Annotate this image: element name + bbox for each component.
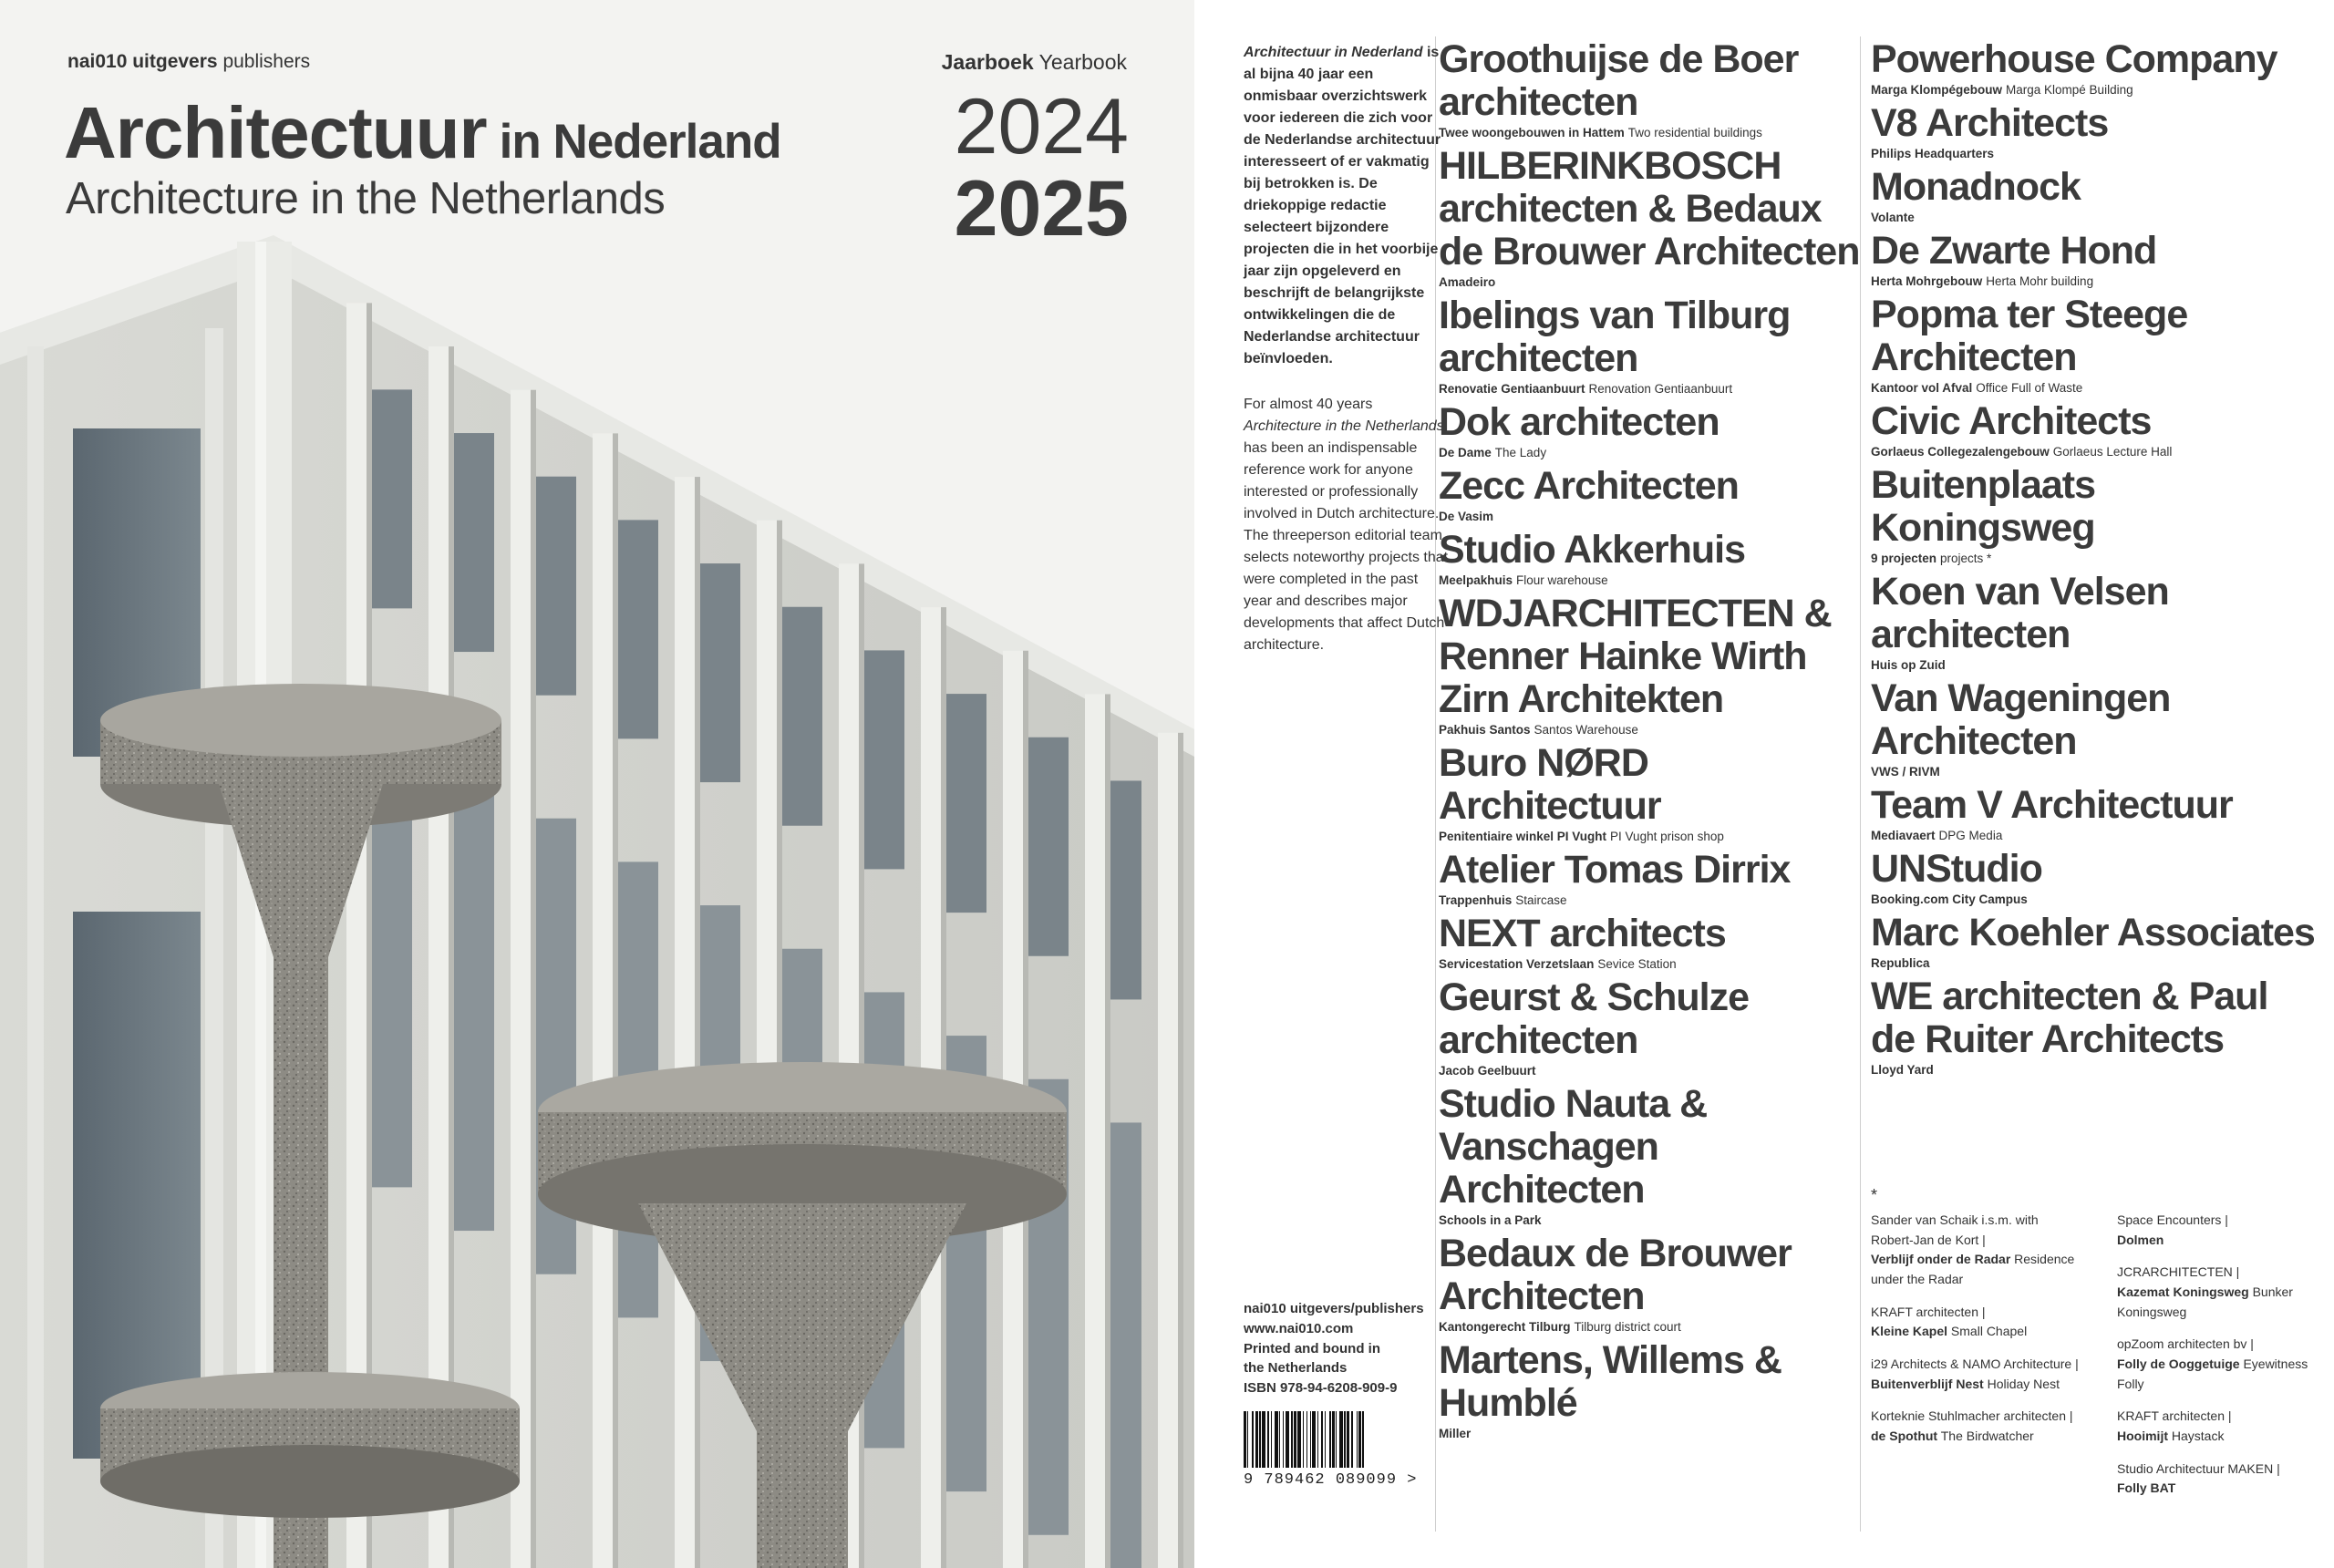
architect-name: Koen van Velsen architecten [1871,570,2169,656]
architect-name: WDJARCHITECTEN & Renner Hainke Wirth Zirn Architekten [1439,592,1832,721]
footnote-firm: opZoom architecten bv | [2117,1336,2254,1352]
architect-name: NEXT architects [1439,912,1726,955]
footnote-project-en: Holiday Nest [1983,1376,2060,1391]
project-title-nl: 9 projecten [1871,552,1937,565]
footnote-item [1871,1407,2081,1446]
window [1023,738,1069,956]
footnote-project [1871,1427,2081,1447]
project-title [1871,827,2318,845]
project-title [1871,656,2318,675]
project-title [1871,954,2318,973]
title-main: Architectuur [64,92,487,173]
footnote-item [2117,1211,2327,1250]
title-english: Architecture in the Netherlands [66,174,666,223]
project-title [1439,508,1867,526]
project-title-en: Marga Klompé Building [2006,83,2133,97]
project-title [1871,443,2318,461]
footnote-project-en: Small Chapel [1947,1324,2028,1339]
project-title-nl: Amadeiro [1439,275,1496,289]
footnote-project-en: Residence under the Radar [1871,1252,2075,1286]
footnote-project-nl: Kleine Kapel [1871,1324,1948,1339]
window [449,433,494,652]
project-title-en: Two residential buildings [1627,126,1762,139]
facade-fin [511,390,531,1568]
footnote-firm: KRAFT architecten | [2117,1408,2232,1424]
publisher-name: nai010 uitgevers [67,51,218,72]
yearbook-label [942,50,1127,75]
project-title [1439,380,1867,398]
fin-shadow [613,433,618,1568]
footnote-project [2117,1427,2327,1447]
architect-name: HILBERINKBOSCH architecten & Bedaux de Brouwer Architecten [1439,144,1860,273]
window [613,520,658,738]
project-title [1871,550,2318,568]
project-title-nl: Servicestation Verzetslaan [1439,957,1595,971]
project-title [1439,1425,1867,1443]
fin-shadow [1105,694,1110,1568]
barcode-bar [1364,1411,1367,1468]
footnote-item [2117,1407,2327,1446]
architect-name: De Zwarte Hond [1871,229,2157,273]
facade-fin [593,433,613,1568]
project-title-nl: Lloyd Yard [1871,1063,1934,1077]
facade-fin [1085,694,1105,1568]
architect-name: Team V Architectuur [1871,783,2233,827]
project-title-nl: Trappenhuis [1439,893,1513,907]
project-title-nl: Kantoor vol Afval [1871,381,1973,395]
project-title [1871,891,2318,909]
project-title-en: The Lady [1494,446,1547,459]
barcode-number: 9 789462 089099 > [1244,1471,1418,1489]
footnote-project-nl: Dolmen [2117,1232,2164,1247]
intro-english-title: Architecture in the Netherlands [1244,418,1444,434]
footnote-item [2117,1460,2327,1499]
project-title [1439,1212,1867,1230]
architects-column-2 [1871,38,2318,1082]
project-title-en: Office Full of Waste [1976,381,2083,395]
fin-shadow [1178,733,1183,1568]
project-title-en: Sevice Station [1597,957,1677,971]
footnote-project [1871,1250,2081,1289]
project-title-en: PI Vught prison shop [1610,830,1724,843]
architect-name: Popma ter Steege Architecten [1871,293,2188,379]
footnote-firm: KRAFT architecten | [1871,1304,1986,1319]
fin-shadow [695,477,700,1568]
architect-name: Buro NØRD Architectuur [1439,741,1661,828]
project-title-en: DPG Media [1938,829,2003,842]
publisher-mark [67,51,310,73]
intro-english [1244,394,1449,656]
project-title-en: Staircase [1515,893,1567,907]
footnote-firm: Studio Architectuur MAKEN | [2117,1460,2280,1476]
architect-name: Bedaux de Brouwer Architecten [1439,1232,1792,1318]
project-title [1871,379,2318,397]
footnote-item [1871,1303,2081,1342]
architect-name: V8 Architects [1871,101,2109,145]
window [777,607,822,826]
architect-name: Studio Nauta & Vanschagen Architecten [1439,1082,1708,1212]
yearbook-en: Yearbook [1038,50,1127,74]
footnote-project-nl: Folly BAT [2117,1480,2176,1496]
project-title [1871,273,2318,291]
footnote-project-en: Eyewitness Folly [2117,1357,2308,1391]
architects-column-1 [1439,38,1867,1446]
project-title-nl: Meelpakhuis [1439,573,1513,587]
project-title [1439,1318,1867,1336]
project-title [1439,892,1867,910]
intro-dutch [1244,42,1449,370]
project-title [1439,572,1867,590]
architect-name: Civic Architects [1871,399,2152,443]
project-title-nl: Renovatie Gentiaanbuurt [1439,382,1585,396]
footnote-project [1871,1322,2081,1342]
project-title-en: Santos Warehouse [1534,723,1638,737]
architect-name: Geurst & Schulze architecten [1439,975,1750,1062]
project-title-nl: Penitentiaire winkel PI Vught [1439,830,1607,843]
footnote-firm: JCRARCHITECTEN | [2117,1264,2240,1280]
architect-name: Buitenplaats Koningsweg [1871,463,2096,550]
back-cover [1213,0,2334,1568]
project-title-nl: Mediavaert [1871,829,1936,842]
project-title-nl: Philips Headquarters [1871,147,1995,160]
project-title-nl: Volante [1871,211,1915,224]
intro-text [1244,42,1449,656]
architect-name: WE architecten & Paul de Ruiter Architects [1871,975,2268,1061]
footnote-item [2117,1335,2327,1394]
window [695,563,740,782]
footnote [1871,1183,2327,1511]
project-title [1871,81,2318,99]
project-title-nl: Jacob Geelbuurt [1439,1064,1536,1078]
project-title-nl: Miller [1439,1427,1472,1440]
footnote-project-nl: de Spothut [1871,1429,1938,1444]
project-title [1439,124,1867,142]
printed-line: the Netherlands [1244,1360,1348,1377]
project-title [1439,721,1867,739]
project-title [1871,145,2318,163]
project-title [1439,1062,1867,1080]
intro-english-lead: For almost 40 years [1244,397,1373,412]
footnote-item [1871,1355,2081,1394]
project-title-nl: Pakhuis Santos [1439,723,1531,737]
architect-name: Atelier Tomas Dirrix [1439,848,1791,892]
architect-name: Ibelings van Tilburg architecten [1439,294,1791,380]
project-title-en: Renovation Gentiaanbuurt [1588,382,1733,396]
project-title [1439,273,1867,292]
footnote-left [1871,1211,2081,1511]
title-sub: in Nederland [499,115,781,169]
project-title-nl: De Dame [1439,446,1492,459]
architect-name: Monadnock [1871,165,2081,209]
footnote-project [2117,1283,2327,1322]
project-title [1439,828,1867,846]
footnote-project-en: Bunker Koningsweg [2117,1284,2293,1319]
footnote-project [2117,1479,2327,1499]
architect-name: Van Wageningen Architecten [1871,676,2171,763]
footnote-firm: Sander van Schaik i.s.m. with Robert-Jan de Kort | [1871,1212,2039,1247]
footnote-project-nl: Hooimijt [2117,1429,2168,1444]
window [449,775,494,1231]
project-title [1871,763,2318,781]
architect-name: Marc Koehler Associates [1871,911,2315,954]
project-title-nl: Schools in a Park [1439,1213,1542,1227]
project-title-en: Herta Mohr building [1986,274,2094,288]
footnote-project-en: Haystack [2168,1429,2225,1444]
footnote-project-en: The Birdwatcher [1937,1429,2034,1444]
project-title-nl: Kantongerecht Tilburg [1439,1320,1571,1334]
footnote-right [2117,1211,2327,1511]
window [531,477,576,696]
facade-fin [1158,733,1178,1568]
publisher-info [1244,1299,1449,1398]
footnote-project-nl: Buitenverblijf Nest [1871,1376,1984,1391]
yearbook-nl: Jaarboek [941,50,1034,74]
intro-dutch-body: is al bijna 40 jaar een onmisbaar overzichtswerk voor iedereen die zich voor de Nederlandse architectuur interesseert of er vakmatig bij betrokken is. De driekoppige redactie selecteert bijzondere projecten die in het voorbije jaar zijn opgeleverd en beschrijft de belangrijkste ontwikkelingen die de Nederlandse architectuur beïnvloeden. [1244,45,1441,366]
footnote-project-nl: Verblijf onder de Radar [1871,1252,2011,1267]
footnote-project [2117,1355,2327,1394]
project-title-en: Flour warehouse [1516,573,1608,587]
footnote-project-nl: Folly de Ooggetuige [2117,1357,2240,1372]
project-title-en: Gorlaeus Lecture Hall [2052,445,2173,459]
project-title [1871,209,2318,227]
title-dutch [64,91,781,175]
footnote-firm: Space Encounters | [2117,1212,2228,1227]
project-title-nl: Gorlaeus Collegezalengebouw [1871,445,2050,459]
architect-name: Powerhouse Company [1871,37,2277,81]
project-title-nl: Huis op Zuid [1871,658,1946,672]
footnote-project-nl: Kazemat Koningsweg [2117,1284,2249,1299]
year-start: 2024 [954,83,1129,170]
website: www.nai010.com [1244,1320,1354,1336]
architect-name: UNStudio [1871,847,2042,891]
window [859,650,904,869]
project-title-nl: Booking.com City Campus [1871,892,2028,906]
barcode-bars [1244,1411,1406,1468]
publisher-suffix: publishers [222,51,311,72]
project-title-en: projects * [1940,552,1992,565]
project-title-nl: Herta Mohrgebouw [1871,274,1983,288]
project-title-nl: Twee woongebouwen in Hattem [1439,126,1625,139]
project-title-en: Tilburg district court [1574,1320,1681,1334]
footnote-project [1871,1375,2081,1395]
footnote-star: * [1871,1186,1878,1204]
architect-name: Groothuijse de Boer architecten [1439,37,1799,124]
facade-fin [675,477,695,1568]
architect-name: Zecc Architecten [1439,464,1739,508]
footnote-firm: i29 Architects & NAMO Architecture | [1871,1357,2079,1372]
footnote-item [2117,1263,2327,1322]
architect-name: Dok architecten [1439,400,1720,444]
publisher-line: nai010 uitgevers/publishers [1244,1301,1424,1316]
project-title-nl: VWS / RIVM [1871,765,1940,779]
fin-shadow [531,390,536,1568]
isbn: ISBN 978-94-6208-909-9 [1244,1380,1398,1396]
project-title [1439,444,1867,462]
window [941,694,986,913]
intro-english-body: has been an indispensable reference work for anyone interested or professionally involved in Dutch architecture. The threeperson editorial team selects noteworthy projects that were completed in the past year and describes major developments that affect Dutch architecture. [1244,440,1449,653]
footnote-project [2117,1231,2327,1251]
footnote-item [1871,1211,2081,1290]
architect-name: Studio Akkerhuis [1439,528,1746,572]
project-title-nl: Republica [1871,956,1930,970]
footnote-firm: Korteknie Stuhlmacher architecten | [1871,1408,2073,1424]
architect-name: Martens, Willems & Humblé [1439,1338,1781,1425]
intro-dutch-title: Architectuur in Nederland [1244,45,1423,60]
printed-line: Printed and bound in [1244,1340,1380,1357]
barcode [1244,1411,1418,1489]
project-title-nl: Marga Klompégebouw [1871,83,2003,97]
window [367,389,412,608]
project-title-nl: De Vasim [1439,510,1494,523]
project-title [1871,1061,2318,1079]
project-title [1439,955,1867,974]
year-end: 2025 [954,165,1129,253]
